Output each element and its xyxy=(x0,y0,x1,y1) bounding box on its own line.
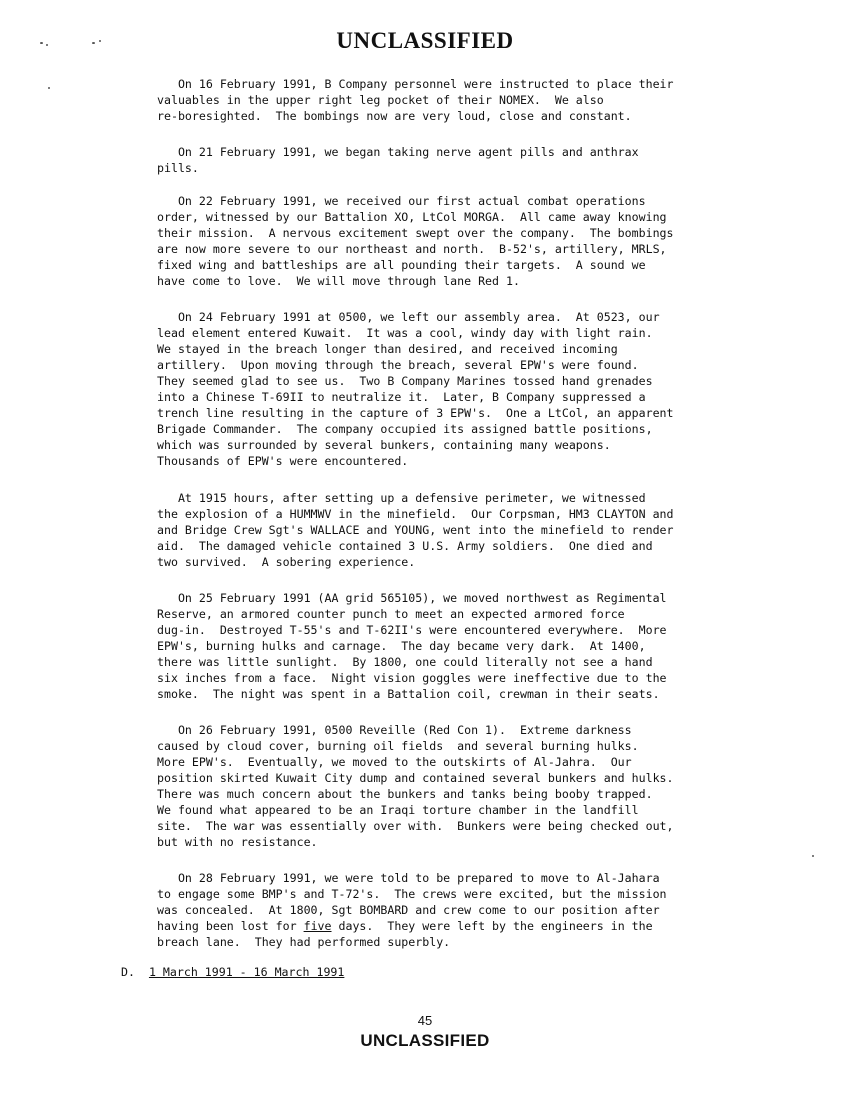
text-line: trench line resulting in the capture of 3 EPW's. One a LtCol, an apparent xyxy=(157,406,674,420)
section-heading xyxy=(121,964,344,980)
text-run: days. They were left by the engineers in the xyxy=(331,919,653,933)
text-line: At 1915 hours, after setting up a defensive perimeter, we witnessed xyxy=(157,491,646,505)
text-line: two survived. A sobering experience. xyxy=(157,555,416,569)
text-line: On 16 February 1991, B Company personnel were instructed to place their xyxy=(157,77,674,91)
text-line: We found what appeared to be an Iraqi torture chamber in the landfill xyxy=(157,803,639,817)
text-line: On 21 February 1991, we began taking nerve agent pills and anthrax xyxy=(157,145,639,159)
section-letter: D. xyxy=(121,965,135,979)
text-line: re-boresighted. The bombings now are very loud, close and constant. xyxy=(157,109,632,123)
text-line: Reserve, an armored counter punch to meet an expected armored force xyxy=(157,607,625,621)
text-line: valuables in the upper right leg pocket of their NOMEX. We also xyxy=(157,93,604,107)
text-line: caused by cloud cover, burning oil fields and several burning hulks. xyxy=(157,739,639,753)
text-line: smoke. The night was spent in a Battalion coil, crewman in their seats. xyxy=(157,687,660,701)
text-line: are now more severe to our northeast and north. B-52's, artillery, MRLS, xyxy=(157,242,667,256)
text-line: Thousands of EPW's were encountered. xyxy=(157,454,409,468)
text-line: On 22 February 1991, we received our first actual combat operations xyxy=(157,194,646,208)
text-line: position skirted Kuwait City dump and contained several bunkers and hulks. xyxy=(157,771,674,785)
text-line: there was little sunlight. By 1800, one could literally not see a hand xyxy=(157,655,653,669)
text-line: order, witnessed by our Battalion XO, LtCol MORGA. All came away knowing xyxy=(157,210,667,224)
text-line: into a Chinese T-69II to neutralize it. Later, B Company suppressed a xyxy=(157,390,646,404)
text-line: pills. xyxy=(157,161,199,175)
text-line: and Bridge Crew Sgt's WALLACE and YOUNG, went into the minefield to render xyxy=(157,523,674,537)
text-line: lead element entered Kuwait. It was a cool, windy day with light rain. xyxy=(157,326,653,340)
text-line: have come to love. We will move through lane Red 1. xyxy=(157,274,520,288)
scan-speck xyxy=(48,87,50,89)
emphasized-word: five xyxy=(303,919,332,933)
text-line: dug-in. Destroyed T-55's and T-62II's were encountered everywhere. More xyxy=(157,623,667,637)
text-line: breach lane. They had performed superbly. xyxy=(157,935,451,949)
text-run: having been lost for xyxy=(157,919,304,933)
text-line xyxy=(157,918,653,934)
text-line: was concealed. At 1800, Sgt BOMBARD and crew come to our position after xyxy=(157,903,660,917)
text-line: There was much concern about the bunkers and tanks being booby trapped. xyxy=(157,787,653,801)
text-line: which was surrounded by several bunkers, containing many weapons. xyxy=(157,438,611,452)
text-line: to engage some BMP's and T-72's. The crews were excited, but the mission xyxy=(157,887,667,901)
text-line: aid. The damaged vehicle contained 3 U.S. Army soldiers. One died and xyxy=(157,539,653,553)
scan-speck xyxy=(812,855,814,857)
text-line: site. The war was essentially over with. Bunkers were being checked out, xyxy=(157,819,674,833)
text-line: EPW's, burning hulks and carnage. The day became very dark. At 1400, xyxy=(157,639,646,653)
footer-classification: UNCLASSIFIED xyxy=(360,1031,490,1050)
text-line: artillery. Upon moving through the breach, several EPW's were found. xyxy=(157,358,639,372)
page-number: 45 xyxy=(417,1013,433,1028)
header-classification: UNCLASSIFIED xyxy=(336,28,514,53)
text-line: More EPW's. Eventually, we moved to the outskirts of Al-Jahra. Our xyxy=(157,755,632,769)
text-line: but with no resistance. xyxy=(157,835,318,849)
text-line: Brigade Commander. The company occupied its assigned battle positions, xyxy=(157,422,653,436)
text-line: the explosion of a HUMMWV in the minefield. Our Corpsman, HM3 CLAYTON and xyxy=(157,507,674,521)
text-line: On 25 February 1991 (AA grid 565105), we moved northwest as Regimental xyxy=(157,591,667,605)
text-line: six inches from a face. Night vision goggles were ineffective due to the xyxy=(157,671,667,685)
text-line: On 26 February 1991, 0500 Reveille (Red Con 1). Extreme darkness xyxy=(157,723,632,737)
text-line: They seemed glad to see us. Two B Company Marines tossed hand grenades xyxy=(157,374,653,388)
text-line: On 28 February 1991, we were told to be prepared to move to Al-Jahara xyxy=(157,871,660,885)
text-line: their mission. A nervous excitement swept over the company. The bombings xyxy=(157,226,674,240)
text-line: We stayed in the breach longer than desired, and received incoming xyxy=(157,342,618,356)
text-line: On 24 February 1991 at 0500, we left our assembly area. At 0523, our xyxy=(157,310,660,324)
text-line: fixed wing and battleships are all pounding their targets. A sound we xyxy=(157,258,646,272)
section-title: 1 March 1991 - 16 March 1991 xyxy=(148,965,345,979)
